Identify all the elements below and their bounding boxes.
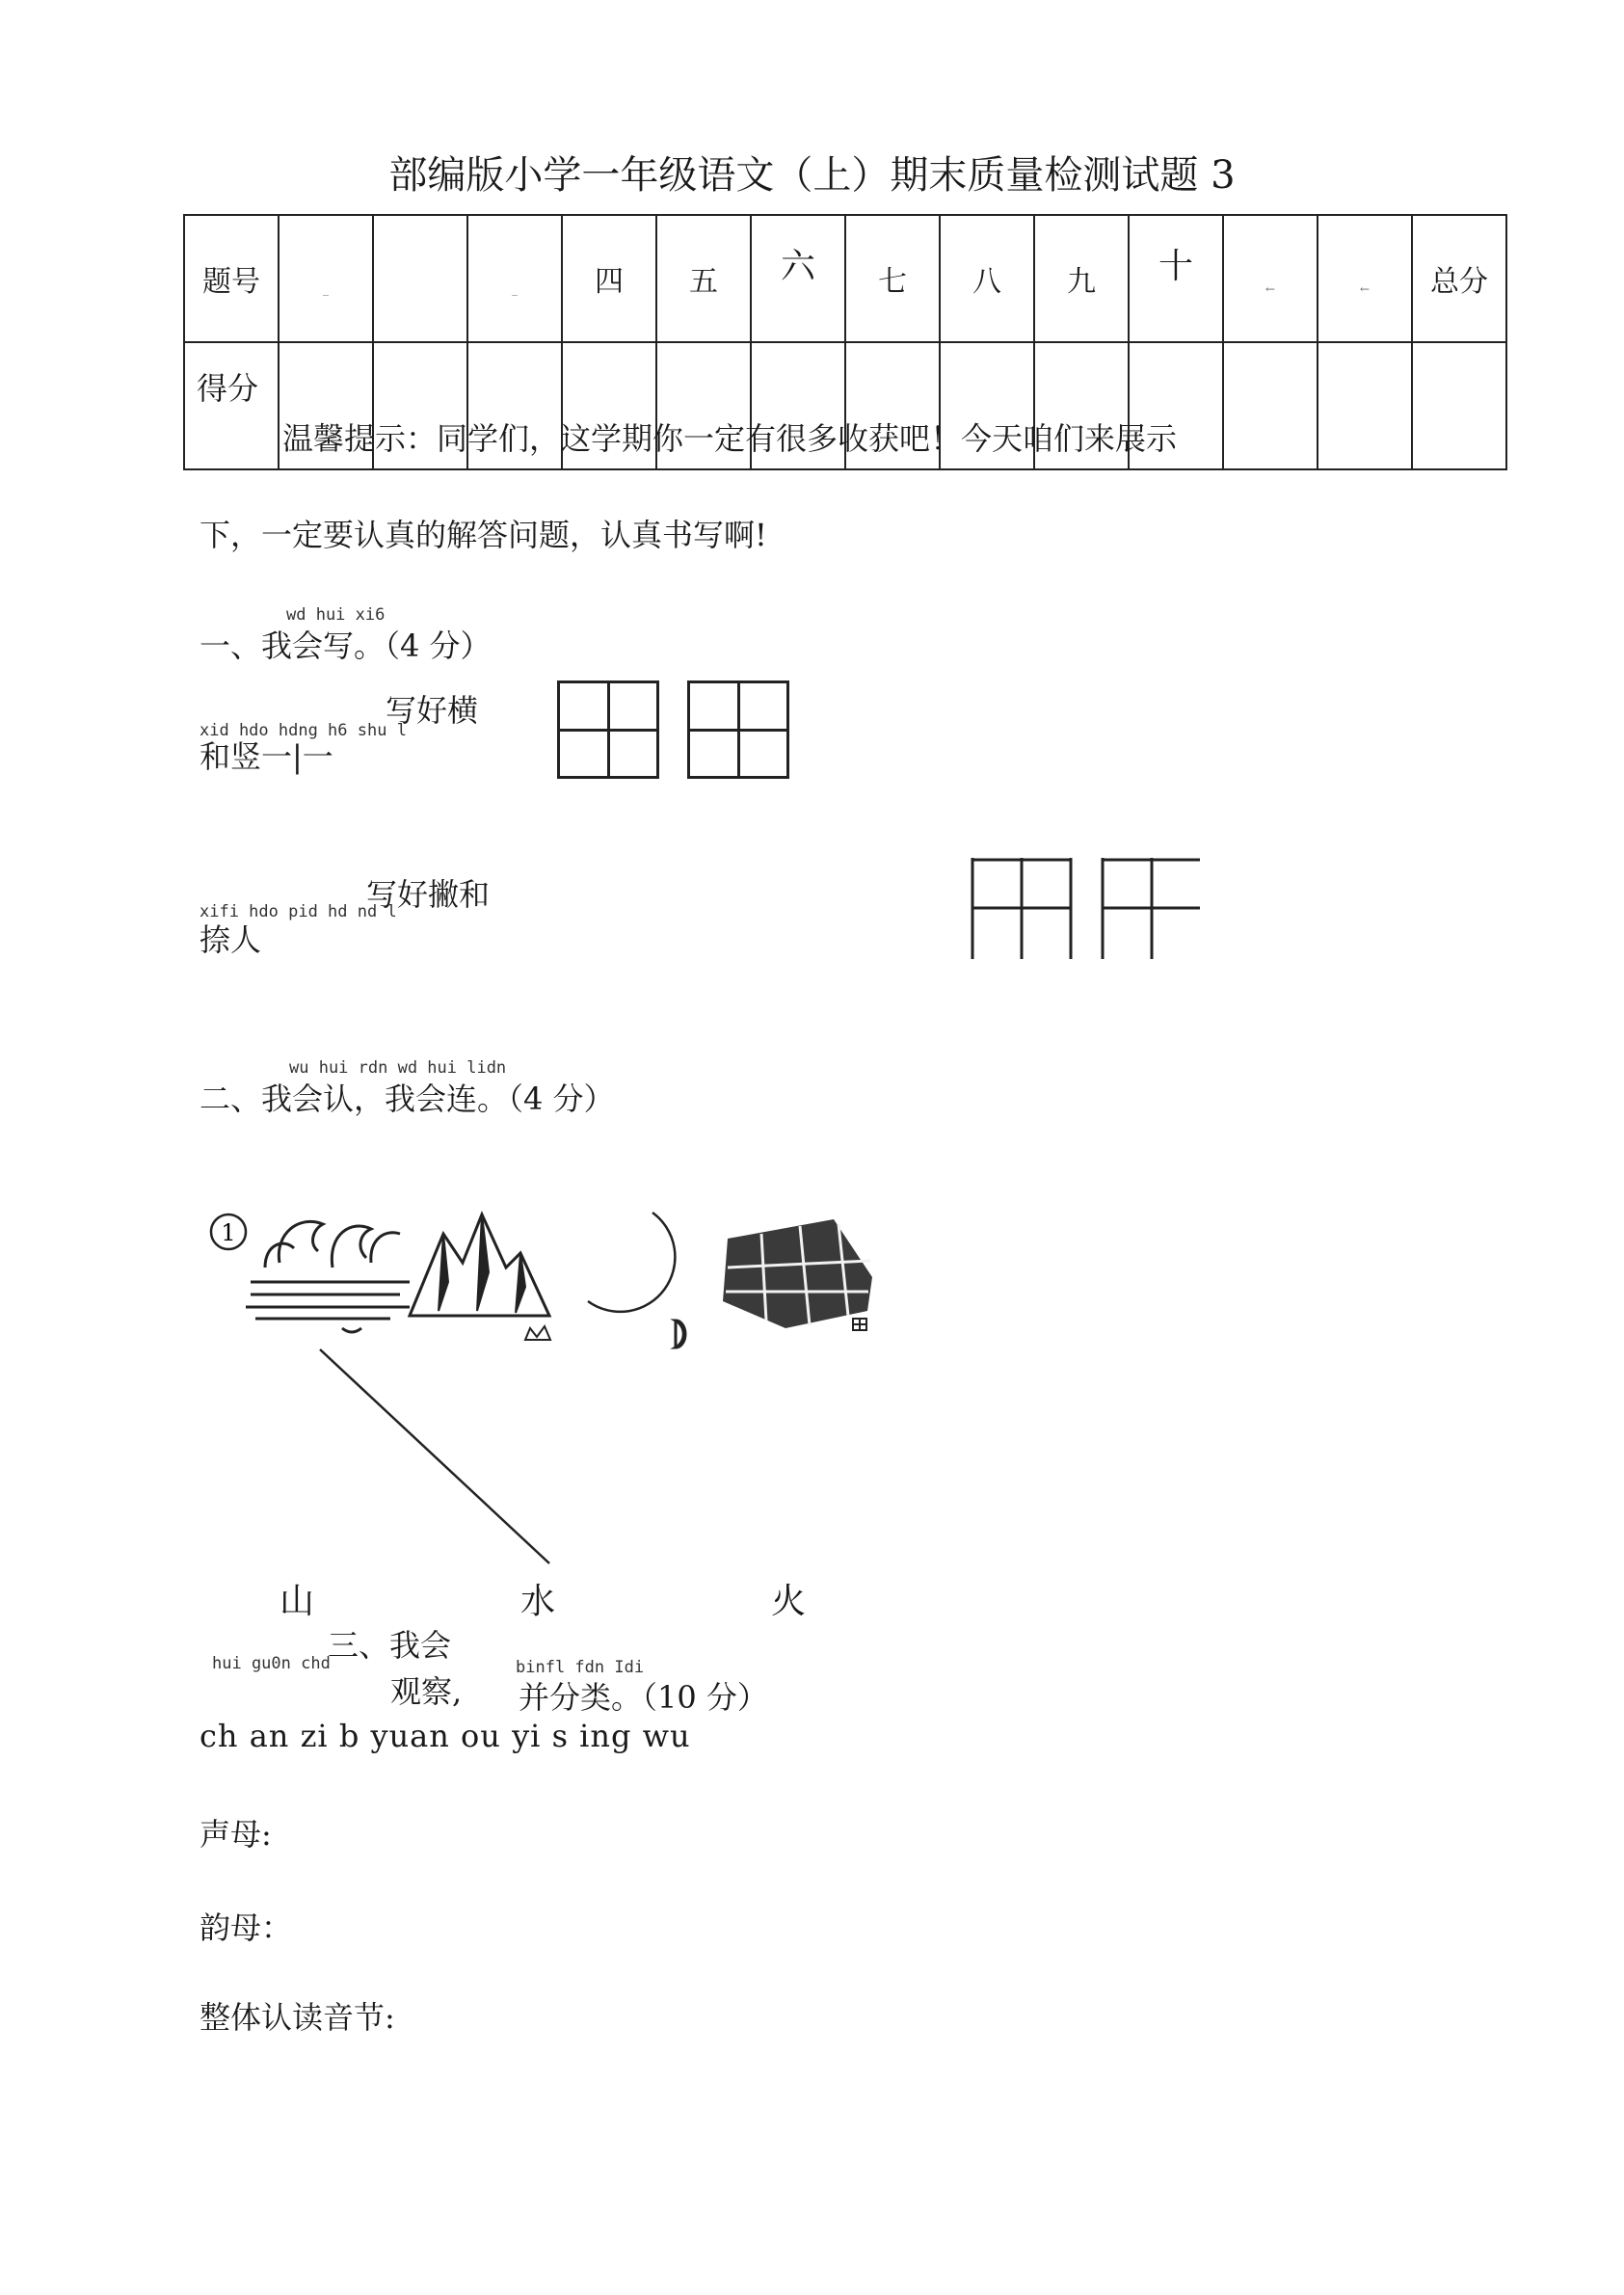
section2-heading: 二、我会认，我会连。（4 分） [200,1081,615,1117]
section1-item1-text-b: 和竖一|一 [200,738,333,775]
score-table-header-cell: 五 [656,215,751,342]
score-cell[interactable] [1223,342,1318,469]
category-initials[interactable]: 声母: [200,1816,272,1853]
number-mark: 1 [221,1219,236,1246]
score-table-header-cell: _ [467,215,562,342]
tip-line-1: 温馨提示：同学们，这学期你一定有很多收获吧！今天咱们来展示 [282,420,1178,457]
score-table-header-row [184,215,1506,342]
section1-item2-text-b: 捺人 [200,921,262,958]
field-picture[interactable] [723,1219,872,1330]
score-table-header-cell: ← [1318,215,1412,342]
score-table-header-cell: ← [1223,215,1318,342]
match-char-water[interactable]: 水 [520,1582,556,1621]
score-cell[interactable] [1412,342,1506,469]
tip-line-2: 下，一定要认真的解答问题，认真书写啊! [200,517,767,553]
writing-grid-open[interactable] [969,858,1210,959]
section1-heading: 一、我会写。（4 分） [200,627,492,664]
score-table-label: 题号 [184,215,279,342]
water-picture[interactable] [246,1221,410,1332]
section2-pinyin: wu hui rdn wd hui lidn [289,1058,507,1078]
category-finals[interactable]: 韵母： [200,1909,293,1946]
writing-grid[interactable] [687,680,789,779]
score-cell[interactable] [1318,342,1412,469]
score-table-header-cell: 四 [562,215,656,342]
match-char-fire[interactable]: 火 [771,1582,807,1621]
writing-grid[interactable] [557,680,659,779]
score-table-label: 得分 [184,342,279,469]
match-char-mountain[interactable]: 山 [280,1582,315,1621]
section1-item1-pinyin: xid hdo hdng h6 shu l [200,721,407,740]
mountain-picture[interactable] [410,1214,550,1340]
connect-line[interactable] [308,1340,559,1571]
score-table-header-cell: 九 [1034,215,1129,342]
section1-item2-text-a: 写好撇和 [366,876,491,913]
section3-text-b: 观察, [390,1673,463,1710]
score-table-header-cell: 十 [1129,215,1223,342]
section3-pinyin-b: binfl fdn Idi [516,1658,645,1677]
section3-heading-a: 三、我会 [328,1627,452,1664]
section1-item1-text-a: 写好横 [386,692,479,729]
score-table-header-cell: _ [279,215,373,342]
section3-pinyin-a: hui gu0n chd [212,1654,331,1673]
category-whole-syllables[interactable]: 整体认读音节: [200,1999,395,2036]
page-title: 部编版小学一年级语文（上）期末质量检测试题 3 [388,153,1236,198]
score-table-header-cell: 六 [751,215,845,342]
score-table-header-cell: 总分 [1412,215,1506,342]
score-table-header-cell: 七 [845,215,940,342]
moon-picture[interactable] [588,1213,685,1348]
section1-pinyin: wd hui xi6 [286,605,386,625]
score-table-header-cell: 八 [940,215,1034,342]
score-table-header-cell [373,215,467,342]
syllable-list: ch an zi b yuan ou yi s ing wu [200,1718,691,1754]
section3-text-c: 并分类。（10 分） [519,1679,768,1716]
section1-item2-pinyin: xifi hdo pid hd nd l [200,902,397,921]
